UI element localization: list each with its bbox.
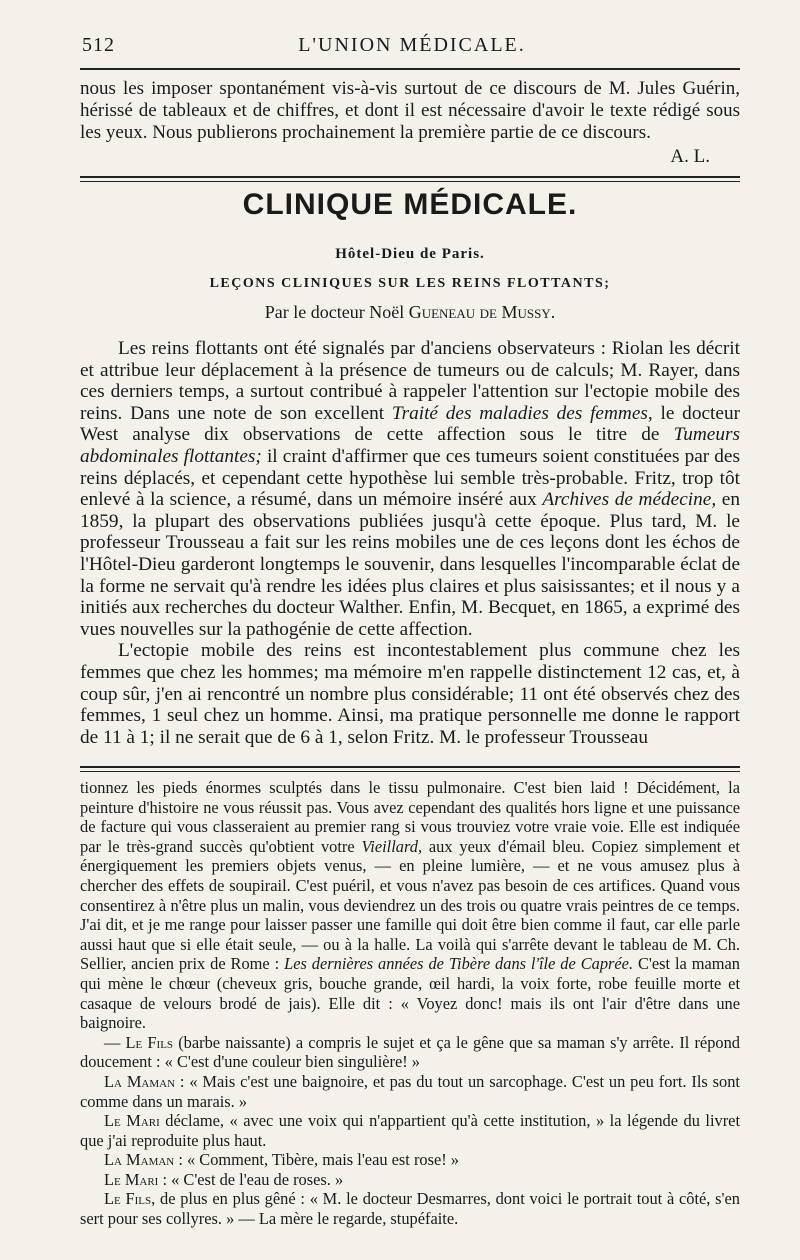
feuilleton-body bbox=[80, 778, 740, 1229]
author-prefix: Par le docteur Noël bbox=[264, 302, 409, 322]
article-body bbox=[80, 338, 740, 748]
intro-block bbox=[80, 78, 740, 168]
page-header bbox=[82, 30, 742, 60]
article-paragraph-2: L'ectopie mobile des reins est incontestablement plus commune chez les femmes que chez les hommes; ma mémoire m'en rappelle distinctement 12 cas, et, à coup sûr, j'en ai rencontré un nombre plus considérable; 11 ont été observés chez des femmes, 1 seul chez un homme. Ainsi, ma pratique personnelle me donne le rapport de 11 à 1; il ne serait que de 6 à 1, selon Fritz. M. le professeur Trousseau bbox=[80, 640, 740, 748]
section-rule-top bbox=[80, 176, 740, 178]
lecture-subtitle: LEÇONS CLINIQUES SUR LES REINS FLOTTANTS; bbox=[209, 276, 611, 291]
header-rule bbox=[80, 68, 740, 70]
page-number: 512 bbox=[82, 34, 115, 56]
intro-signature: A. L. bbox=[670, 146, 710, 167]
section-title: CLINIQUE MÉDICALE. bbox=[242, 188, 578, 221]
feuilleton-paragraph-5: La Maman : « Comment, Tibère, mais l'eau est rose! » bbox=[104, 1150, 459, 1170]
feuilleton-rule-thin bbox=[80, 771, 740, 772]
feuilleton-paragraph-2: — Le Fils (barbe naissante) a compris le sujet et ça le gêne que sa maman s'y arrête. Il répond doucement : « C'est d'une couleur bien singulière! » bbox=[80, 1032, 740, 1072]
feuilleton-paragraph-3: La Maman : « Mais c'est une baignoire, et pas du tout un sarcophage. C'est un peu fort. Ils sont comme dans un marais. » bbox=[80, 1071, 740, 1111]
feuilleton-rule bbox=[80, 766, 740, 768]
intro-paragraph: nous les imposer spontanément vis-à-vis surtout de ce discours de M. Jules Guérin, hérissé de tableaux et de chiffres, et dont il est nécessaire d'avoir le texte rédigé sous les yeux. Nous publierons prochainement la première partie de ce discours. bbox=[80, 78, 740, 143]
section-rule-top-thin bbox=[80, 181, 740, 182]
feuilleton-paragraph-6: Le Mari : « C'est de l'eau de roses. » bbox=[104, 1169, 344, 1189]
author-name: Gueneau de Mussy. bbox=[408, 302, 556, 322]
article-paragraph-1: Les reins flottants ont été signalés par d'anciens observateurs : Riolan les décrit et attribue leur déplacement à la présence de tumeurs ou de calculs; M. Rayer, dans ces derniers temps, a surtout contribué à rappeler l'attention sur l'ectopie mobile des reins. Dans une note de son excellent Traité des maladies des femmes, le docteur West analyse dix observations de cette affection sous le titre de Tumeurs abdominales flottantes; il craint d'affirmer que ces tumeurs soient constituées par des reins déplacés, et cependant cette hypothèse lui semble très-probable. Fritz, trop tôt enlevé à la science, a résumé, dans un mémoire inséré aux Archives de médecine, en 1859, la plupart des observations publiées jusqu'à cette époque. Plus tard, M. le professeur Trousseau a fait sur les reins mobiles une de ces leçons dont les échos de l'Hôtel-Dieu garderont longtemps le souvenir, dans lesquelles l'incomparable éclat de la forme ne servait qu'à rendre les idées plus claires et plus saisissantes; et il nous y a initiés aux recherches du docteur Walther. Enfin, M. Becquet, en 1865, a exprimé des vues nouvelles sur la pathogénie de cette affection. bbox=[80, 338, 740, 640]
hospital-name: Hôtel-Dieu de Paris. bbox=[335, 246, 485, 262]
feuilleton-paragraph-7: Le Fils, de plus en plus gêné : « M. le docteur Desmarres, dont voici le portrait tout à côté, s'en sert pour ses collyres. » — La mère le regarde, stupéfaite. bbox=[80, 1189, 740, 1229]
journal-title: L'UNION MÉDICALE. bbox=[298, 34, 526, 56]
author-line bbox=[80, 302, 740, 323]
feuilleton-paragraph-4: Le Mari déclame, « avec une voix qui n'appartient qu'à cette institution, » la légende du livret que j'ai reproduite plus haut. bbox=[80, 1111, 741, 1150]
feuilleton-paragraph-1: tionnez les pieds énormes sculptés dans le tissu pulmonaire. C'est bien laid ! Décidément, la peinture d'histoire ne vous réussit pas. Vous avez cependant des qualités hors ligne et une puissance de facture qui vous classeraient au premier rang si vous trouviez votre vraie voie. Elle est indiquée par le très-grand succès qu'obtient votre Vieillard, aux yeux d'émail bleu. Copiez simplement et énergiquement les premiers objets venus, — en pleine lumière, — et ne vous amusez plus à chercher des effets de soupirail. C'est puéril, et vous n'avez pas besoin de ces artifices. Quand vous consentirez à n'être plus un malin, vous deviendrez un des trois ou quatre vrais peintres de ce temps. J'ai dit, et je me range pour laisser passer une famille qui doit être bien comme il faut, car elle parle aussi haut que si elle était seule, — ou à la halle. La voilà qui s'arrête devant le tableau de M. Ch. Sellier, ancien prix de Rome : Les dernières années de Tibère dans l'île de Caprée. C'est la maman qui mène le chœur (cheveux gris, bouche grande, œil hardi, la voix forte, robe feuille morte et casaque de velours brodé de jais). Elle dit : « Voyez donc! mais ils ont l'air d'être dans une baignoire. bbox=[80, 778, 740, 1033]
